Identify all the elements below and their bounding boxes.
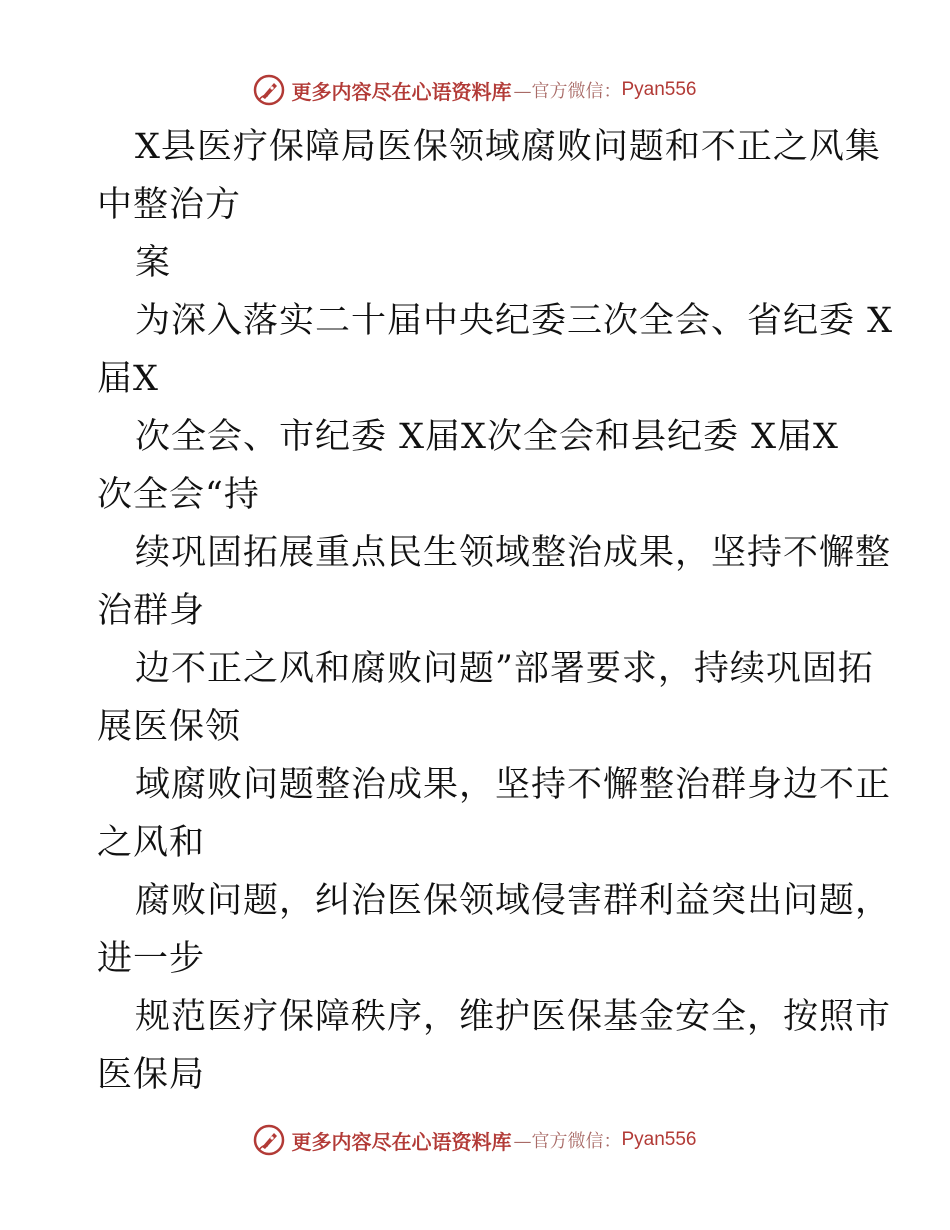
paragraph-line: 展医保领: [97, 707, 242, 747]
paragraph-line: 腐败问题，纠治医保领域侵害群利益突出问题，: [135, 881, 892, 921]
header-wechat-id: Pyan556: [621, 79, 697, 100]
paragraph-line: 次全会、市纪委 X届X次全会和县纪委 X届X: [135, 417, 839, 457]
paragraph-line: 医保局: [97, 1055, 206, 1095]
footer-wechat-id: Pyan556: [621, 1129, 697, 1150]
paragraph-line: 续巩固拓展重点民生领域整治成果，坚持不懈整: [135, 533, 892, 573]
pen-nib-logo-icon: [253, 74, 285, 106]
header-separator-text: —官方微信：: [513, 81, 622, 102]
paragraph-line: 规范医疗保障秩序，维护医保基金安全，按照市: [135, 997, 892, 1037]
header-promo-text: 更多内容尽在心语资料库: [291, 79, 512, 104]
title-line-3: 案: [135, 243, 172, 283]
paragraph-line: 域腐败问题整治成果，坚持不懈整治群身边不正: [135, 765, 892, 805]
paragraph-line: 次全会“持: [97, 475, 260, 515]
paragraph-line: 进一步: [97, 939, 206, 979]
footer-banner: [0, 1120, 950, 1160]
header-banner: [0, 70, 950, 110]
paragraph-line: 届X: [97, 359, 159, 399]
footer-separator-text: —官方微信：: [513, 1131, 622, 1152]
paragraph-line: 治群身: [97, 591, 206, 631]
paragraph-line: 之风和: [97, 823, 206, 863]
paragraph-line: 为深入落实二十届中央纪委三次全会、省纪委 X: [135, 301, 894, 341]
paragraph-line: 边不正之风和腐败问题”部署要求，持续巩固拓: [135, 649, 874, 689]
title-line-1: X县医疗保障局医保领域腐败问题和不正之风集: [135, 127, 881, 167]
document-body: [97, 118, 894, 1104]
pen-nib-logo-icon: [253, 1124, 285, 1156]
footer-promo-text: 更多内容尽在心语资料库: [291, 1129, 512, 1154]
title-line-2: 中整治方: [97, 185, 242, 225]
